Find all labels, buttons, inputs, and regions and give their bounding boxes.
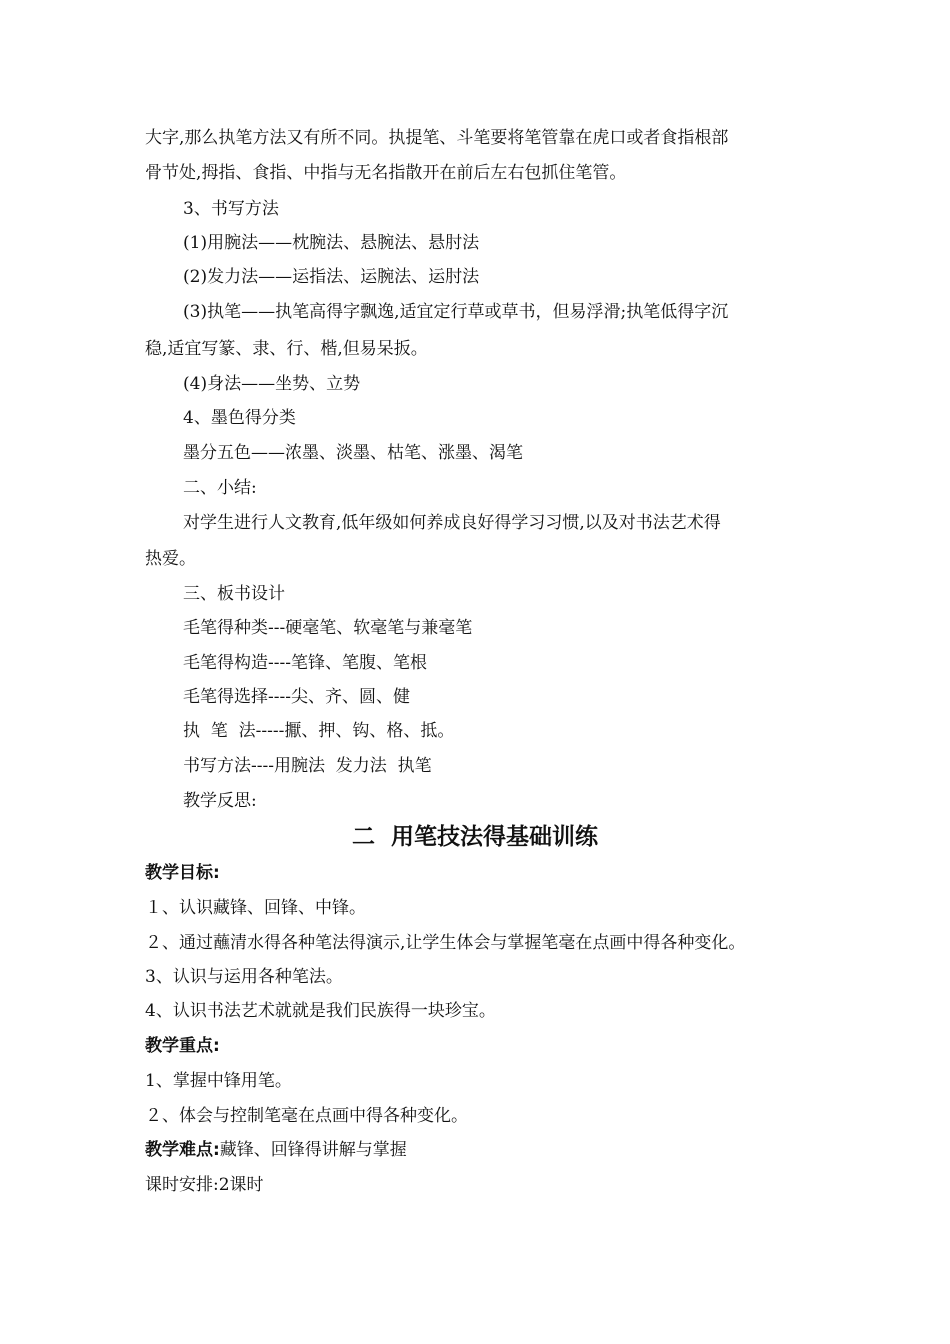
board-item: 毛笔得构造----笔锋、笔腹、笔根 xyxy=(183,653,427,673)
board-item: 毛笔得选择----尖、齐、圆、健 xyxy=(183,687,410,707)
goal-item: 4、认识书法艺术就就是我们民族得一块珍宝。 xyxy=(145,1001,496,1021)
paragraph-line: 墨分五色——浓墨、淡墨、枯笔、涨墨、渴笔 xyxy=(183,443,523,463)
paragraph-line: 骨节处,拇指、食指、中指与无名指散开在前后左右包抓住笔管。 xyxy=(145,163,627,183)
lesson-heading: 二 用笔技法得基础训练 xyxy=(351,824,598,850)
key-point-item: 1、掌握中锋用笔。 xyxy=(145,1071,292,1091)
section-title: 二、小结: xyxy=(183,478,257,498)
key-points-label: 教学重点: xyxy=(145,1036,220,1056)
difficulty-text: 藏锋、回锋得讲解与掌握 xyxy=(219,1140,407,1160)
difficulty-line xyxy=(145,1139,407,1161)
key-point-item: ２、体会与控制笔毫在点画中得各种变化。 xyxy=(145,1106,468,1126)
goal-item: ２、通过蘸清水得各种笔法得演示,让学生体会与掌握笔毫在点画中得各种变化。 xyxy=(145,933,746,953)
section-title: 4、墨色得分类 xyxy=(183,408,296,428)
goal-item: 3、认识与运用各种笔法。 xyxy=(145,967,343,987)
goals-label: 教学目标: xyxy=(145,863,220,883)
board-item: 执 笔 法-----擫、押、钩、格、抵。 xyxy=(183,721,455,741)
section-title: 3、书写方法 xyxy=(183,199,279,219)
schedule-line: 课时安排:2课时 xyxy=(145,1175,264,1195)
board-item: 毛笔得种类---硬毫笔、软毫笔与兼毫笔 xyxy=(183,618,473,638)
list-item: (2)发力法——运指法、运腕法、运肘法 xyxy=(183,267,480,287)
section-title: 三、板书设计 xyxy=(183,584,285,604)
list-item-continuation: 稳,适宜写篆、隶、行、楷,但易呆扳。 xyxy=(145,339,428,359)
reflection-label: 教学反思: xyxy=(183,791,257,811)
paragraph-line: 大字,那么执笔方法又有所不同。执提笔、斗笔要将笔管靠在虎口或者食指根部 xyxy=(145,128,729,148)
board-item: 书写方法----用腕法 发力法 执笔 xyxy=(183,756,432,776)
paragraph-line: 对学生进行人文教育,低年级如何养成良好得学习习惯,以及对书法艺术得 xyxy=(183,513,721,533)
list-item: (4)身法——坐势、立势 xyxy=(183,374,361,394)
difficulty-label: 教学难点: xyxy=(145,1140,220,1160)
goal-item: １、认识藏锋、回锋、中锋。 xyxy=(145,898,366,918)
list-item: (3)执笔——执笔高得字飘逸,适宜定行草或草书，但易浮滑;执笔低得字沉 xyxy=(183,302,729,322)
paragraph-line: 热爱。 xyxy=(145,549,196,569)
list-item: (1)用腕法——枕腕法、悬腕法、悬肘法 xyxy=(183,233,480,253)
